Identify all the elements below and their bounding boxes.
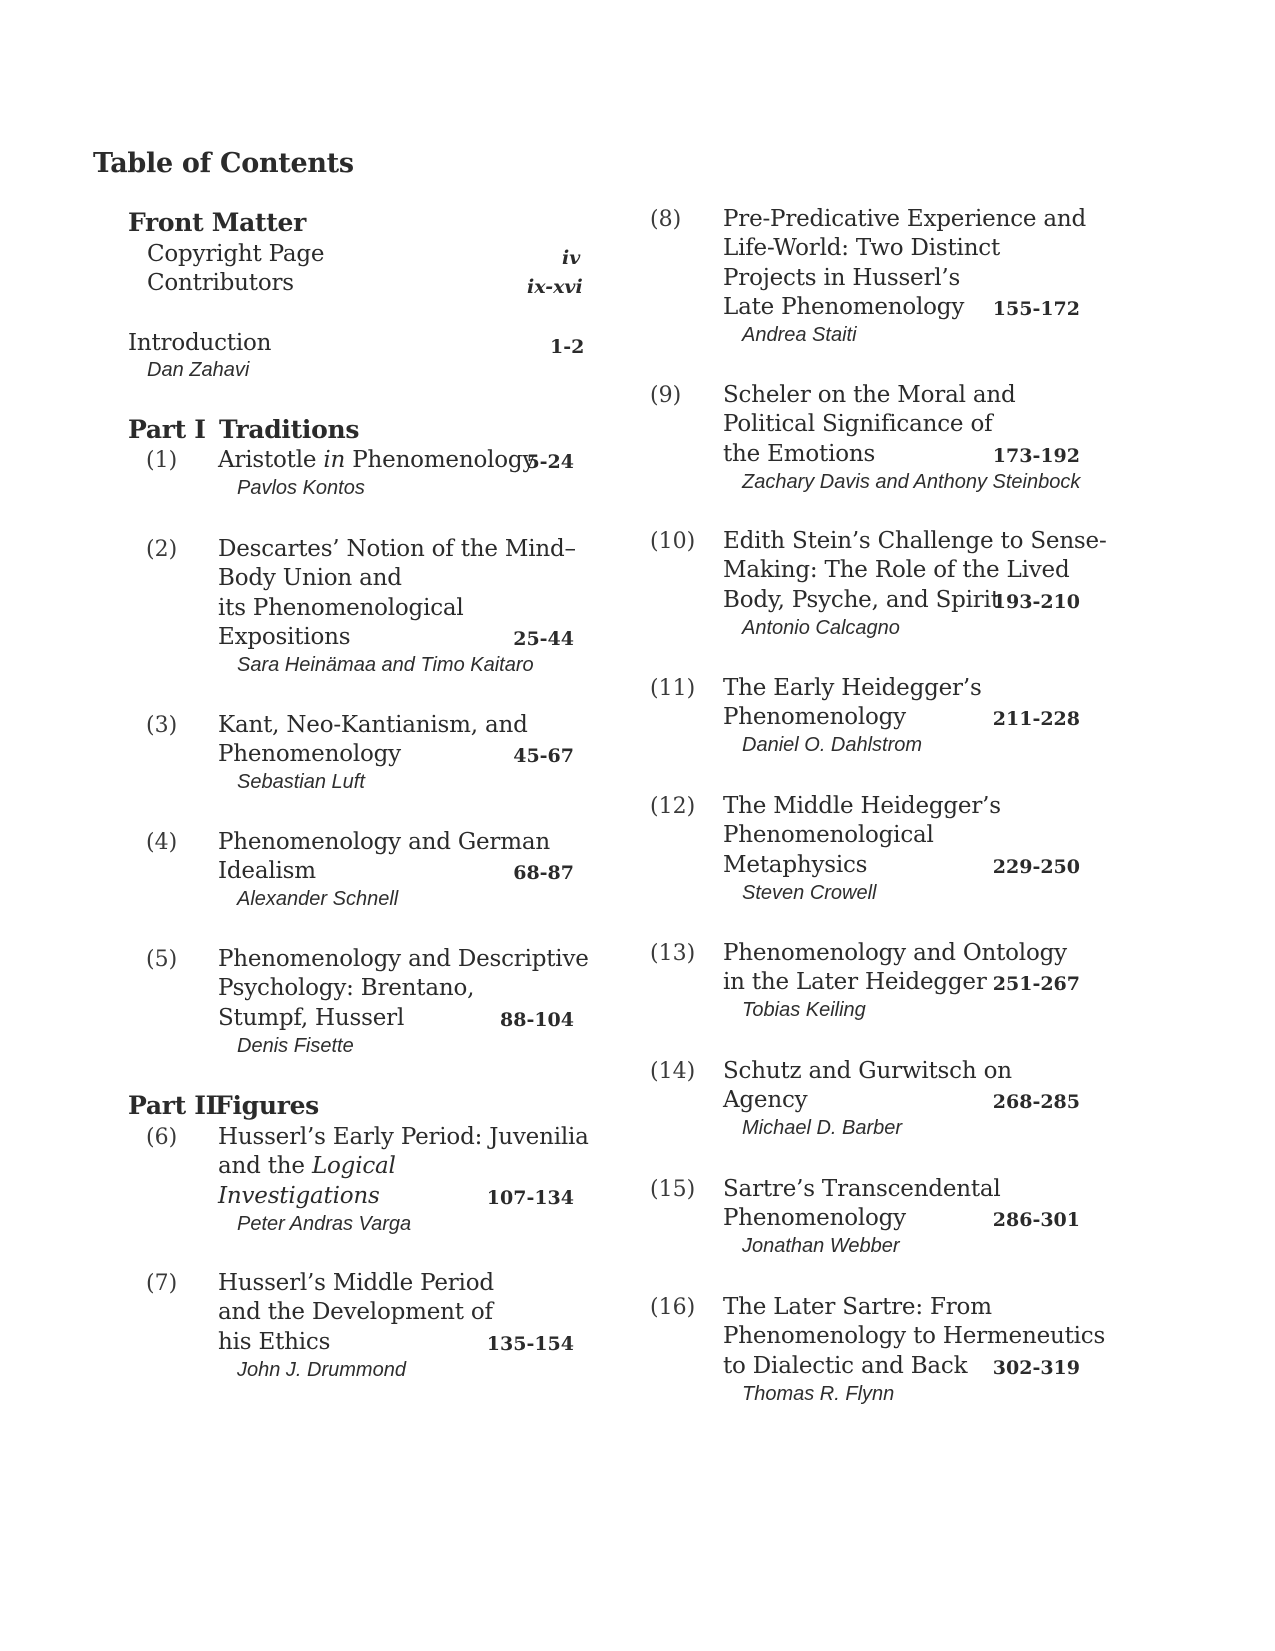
chapter-5-title-line[interactable]: Phenomenology and Descriptive [218,946,589,972]
chapter-9-number: (9) [650,383,682,408]
chapter-10-author: Antonio Calcagno [742,616,900,639]
toc-entry-introduction-author: Dan Zahavi [147,359,250,381]
chapter-8-title-line[interactable]: Late Phenomenology [723,293,965,320]
chapter-5-author: Denis Fisette [237,1034,354,1057]
chapter-13-title-line[interactable]: Phenomenology and Ontology [723,940,1067,966]
chapter-6-title-line[interactable]: Investigations [218,1182,380,1209]
chapter-9-title-line[interactable]: Political Significance of [723,411,993,438]
chapter-11-number: (11) [650,676,696,701]
chapter-5-number: (5) [146,947,178,972]
chapter-5-pages: 88-104 [500,1008,574,1031]
chapter-1-number: (1) [146,448,178,473]
chapter-2-title-line[interactable]: Expositions [218,623,351,650]
chapter-6-title-line[interactable]: Husserl’s Early Period: Juvenilia [218,1124,589,1150]
chapter-8-author: Andrea Staiti [742,323,857,346]
toc-entry-introduction-pages: 1-2 [550,336,585,358]
chapter-11-title-line[interactable]: Phenomenology [723,704,906,731]
chapter-14-author: Michael D. Barber [742,1117,903,1140]
chapter-7-pages: 135-154 [486,1332,574,1355]
chapter-2-title-line[interactable]: Descartes’ Notion of the Mind– [218,536,576,562]
chapter-13-pages: 251-267 [992,973,1080,996]
chapter-10-pages: 193-210 [992,590,1080,613]
chapter-2-title-line[interactable]: its Phenomenological [218,594,464,621]
chapter-16-title-line[interactable]: Phenomenology to Hermeneutics [723,1323,1106,1350]
chapter-6-number: (6) [146,1125,178,1150]
chapter-13-author: Tobias Keiling [742,999,866,1022]
chapter-4-number: (4) [146,830,178,855]
chapter-3-pages: 45-67 [513,745,574,768]
chapter-8-title-line[interactable]: Pre-Predicative Experience and [723,206,1087,232]
chapter-14-pages: 268-285 [992,1091,1080,1114]
chapter-12-pages: 229-250 [992,855,1080,878]
chapter-9-author: Zachary Davis and Anthony Steinbock [742,470,1081,493]
chapter-12-author: Steven Crowell [742,881,877,904]
part-one-label: Part I [128,415,206,444]
chapter-3-number: (3) [146,713,178,738]
chapter-10-title-line[interactable]: Making: The Role of the Lived [723,557,1070,584]
chapter-13-number: (13) [650,941,696,966]
chapter-8-title-line[interactable]: Life-World: Two Distinct [723,235,1001,262]
chapter-16-number: (16) [650,1295,696,1320]
chapter-7-title-line[interactable]: his Ethics [218,1328,331,1355]
chapter-8-pages: 155-172 [992,297,1080,320]
chapter-15-number: (15) [650,1177,696,1202]
chapter-8-title-line[interactable]: Projects in Husserl’s [723,264,961,291]
chapter-4-pages: 68-87 [513,862,574,885]
chapter-6-pages: 107-134 [486,1186,574,1209]
chapter-9-title-line[interactable]: the Emotions [723,440,876,467]
chapter-7-number: (7) [146,1271,178,1296]
front-matter-heading: Front Matter [128,208,307,237]
chapter-2-title-line[interactable]: Body Union and [218,565,402,592]
chapter-11-title-line[interactable]: The Early Heidegger’s [723,675,982,701]
chapter-14-title-line[interactable]: Agency [723,1087,808,1114]
chapter-16-author: Thomas R. Flynn [742,1382,895,1405]
chapter-16-title-line[interactable]: The Later Sartre: From [723,1294,992,1320]
chapter-4-author: Alexander Schnell [237,888,399,911]
chapter-14-title-line[interactable]: Schutz and Gurwitsch on [723,1058,1012,1084]
chapter-12-number: (12) [650,794,696,819]
chapter-12-title-line[interactable]: Metaphysics [723,851,868,878]
chapter-5-title-line[interactable]: Psychology: Brentano, [218,975,475,1002]
toc-entry-copyright-label[interactable]: Copyright Page [147,241,325,267]
chapter-8-number: (8) [650,207,682,232]
part-one-title: Traditions [219,415,360,444]
part-two-title: Figures [215,1091,319,1120]
chapter-10-number: (10) [650,529,696,554]
chapter-1-author: Pavlos Kontos [237,477,365,499]
part-two-label: Part II [128,1091,218,1120]
chapter-7-title-line[interactable]: and the Development of [218,1299,493,1326]
chapter-3-title-line[interactable]: Phenomenology [218,741,401,768]
chapter-7-author: John J. Drummond [237,1358,406,1381]
chapter-2-author: Sara Heinämaa and Timo Kaitaro [237,653,534,676]
chapter-11-pages: 211-228 [992,708,1080,731]
chapter-4-title-line[interactable]: Idealism [218,858,316,885]
chapter-15-author: Jonathan Webber [742,1235,900,1258]
chapter-10-title-line[interactable]: Edith Stein’s Challenge to Sense- [723,528,1107,554]
chapter-12-title-line[interactable]: Phenomenological [723,822,934,849]
toc-entry-copyright-pages: iv [562,247,581,269]
chapter-2-number: (2) [146,537,178,562]
toc-entry-contributors-pages: ix-xvi [527,276,583,298]
page-title: Table of Contents [93,148,354,179]
chapter-16-title-line[interactable]: to Dialectic and Back [723,1352,968,1379]
chapter-3-title-line[interactable]: Kant, Neo-Kantianism, and [218,712,528,738]
chapter-2-pages: 25-44 [513,627,574,650]
chapter-3-author: Sebastian Luft [237,771,365,794]
chapter-12-title-line[interactable]: The Middle Heidegger’s [723,793,1001,819]
chapter-5-title-line[interactable]: Stumpf, Husserl [218,1004,405,1031]
chapter-10-title-line[interactable]: Body, Psyche, and Spirit [723,586,1000,613]
chapter-14-number: (14) [650,1059,696,1084]
chapter-4-title-line[interactable]: Phenomenology and German [218,829,550,855]
chapter-11-author: Daniel O. Dahlstrom [742,734,923,757]
chapter-15-title-line[interactable]: Phenomenology [723,1205,906,1232]
chapter-15-pages: 286-301 [992,1209,1080,1232]
toc-entry-introduction-label[interactable]: Introduction [128,330,272,356]
chapter-6-author: Peter Andras Varga [237,1212,412,1235]
chapter-9-title-line[interactable]: Scheler on the Moral and [723,382,1016,408]
chapter-13-title-line[interactable]: in the Later Heidegger [723,969,987,996]
chapter-1-pages: 5-24 [526,451,574,473]
chapter-1-title-line[interactable]: Aristotle in Phenomenology [218,447,536,473]
chapter-9-pages: 173-192 [992,444,1080,467]
toc-entry-contributors-label[interactable]: Contributors [147,270,294,296]
chapter-16-pages: 302-319 [992,1356,1080,1379]
chapter-15-title-line[interactable]: Sartre’s Transcendental [723,1176,1001,1202]
chapter-6-title-line[interactable]: and the Logical [218,1153,396,1180]
chapter-7-title-line[interactable]: Husserl’s Middle Period [218,1270,494,1296]
